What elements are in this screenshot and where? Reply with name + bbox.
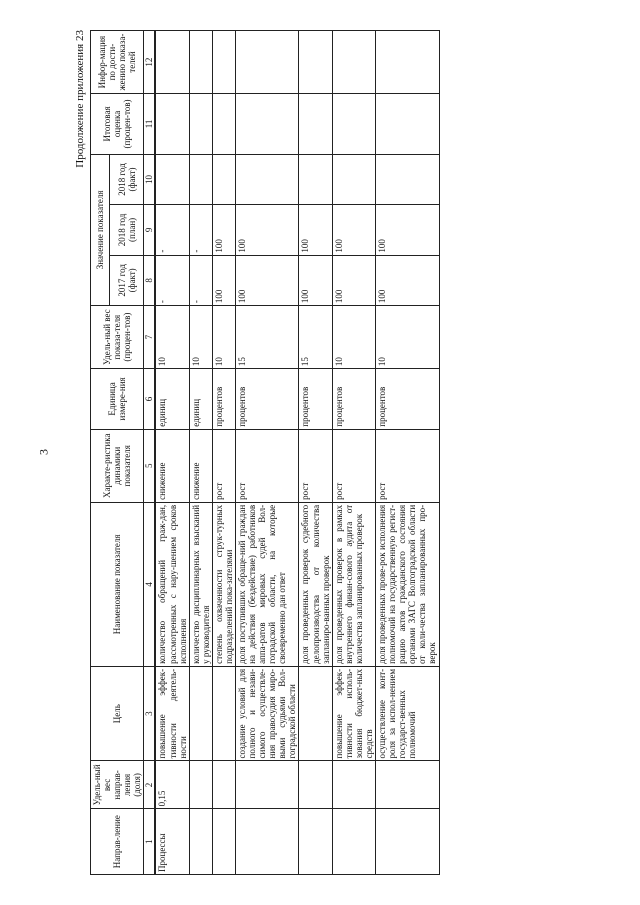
header-indicator-weight: Удель-ный вес показа-теля (процен-тов) (91, 306, 144, 369)
cell-info (155, 31, 189, 94)
table-row (376, 31, 439, 875)
header-info: Инфор-мация по дости-жению показа-телей (91, 31, 144, 94)
cell-info (376, 31, 439, 94)
cell-goal (189, 666, 212, 761)
cell-goal: создание условий для полного и незави-симого осуществле-ния правосудия миро-выми судьями Вол-гоградской области (236, 666, 299, 761)
cell-direction (299, 809, 332, 875)
cell-direction: Процессы (155, 809, 189, 875)
cell-info (236, 31, 299, 94)
cell-unit: процентов (376, 369, 439, 430)
column-number: 9 (144, 205, 156, 255)
column-number: 5 (144, 429, 156, 502)
cell-goal: осуществление конт-роля за испол-нением государст-венных полномочий (376, 666, 439, 761)
cell-dynamics: рост (332, 429, 375, 502)
column-number: 2 (144, 761, 156, 809)
cell-goal (212, 666, 235, 761)
cell-indicator-name: доля проведенных проверок в рамках внутреннего финан-сового аудита от количества запланированных проверок (332, 502, 375, 666)
header-indicator-name: Наименование показателя (91, 502, 144, 666)
cell-indicator-name: доля поступивших обраще-ний граждан на действия (бездействие) работников аппа-ратов мировых судей Вол-гоградской области, на которые своевременно дан ответ (236, 502, 299, 666)
cell-final-score (155, 94, 189, 155)
cell-final-score (299, 94, 332, 155)
cell-2018-fact (332, 154, 375, 204)
cell-dynamics: рост (299, 429, 332, 502)
cell-unit: процентов (236, 369, 299, 430)
cell-direction-weight (236, 761, 299, 809)
cell-direction-weight (332, 761, 375, 809)
cell-goal (299, 666, 332, 761)
cell-2018-plan: 100 (236, 205, 299, 255)
cell-final-score (376, 94, 439, 155)
cell-info (299, 31, 332, 94)
cell-2017-fact: - (155, 255, 189, 305)
cell-direction (236, 809, 299, 875)
header-unit: Единица измере-ния (91, 369, 144, 430)
cell-info (332, 31, 375, 94)
header-dynamics: Характе-ристика динамики показателя (91, 429, 144, 502)
cell-dynamics: снижение (155, 429, 189, 502)
cell-indicator-weight: 10 (212, 306, 235, 369)
cell-2017-fact: - (189, 255, 212, 305)
cell-info (212, 31, 235, 94)
cell-unit: процентов (332, 369, 375, 430)
header-goal: Цель (91, 666, 144, 761)
header-2017-fact: 2017 год (факт) (110, 255, 144, 305)
header-2018-fact: 2018 год (факт) (110, 154, 144, 204)
cell-info (189, 31, 212, 94)
cell-direction (376, 809, 439, 875)
cell-unit: единиц (155, 369, 189, 430)
cell-2018-fact (189, 154, 212, 204)
cell-2018-plan: 100 (332, 205, 375, 255)
column-numbers-row (144, 31, 156, 875)
cell-indicator-weight: 10 (189, 306, 212, 369)
cell-indicator-weight: 10 (155, 306, 189, 369)
cell-direction-weight (212, 761, 235, 809)
cell-2017-fact: 100 (212, 255, 235, 305)
cell-direction-weight (299, 761, 332, 809)
cell-2018-fact (299, 154, 332, 204)
cell-direction-weight (376, 761, 439, 809)
header-final-score: Итоговая оценка (процен-тов) (91, 94, 144, 155)
indicators-table (90, 30, 440, 875)
cell-2018-plan: - (155, 205, 189, 255)
cell-indicator-name: степень охваченности струк-турных подразделений пока-зателями (212, 502, 235, 666)
cell-direction (332, 809, 375, 875)
cell-dynamics: рост (236, 429, 299, 502)
column-number: 7 (144, 306, 156, 369)
column-number: 12 (144, 31, 156, 94)
cell-indicator-weight: 10 (332, 306, 375, 369)
cell-direction-weight (189, 761, 212, 809)
table-row (236, 31, 299, 875)
cell-goal: повышение эффек-тивности исполь-зования бюджет-ных средств (332, 666, 375, 761)
cell-unit: единиц (189, 369, 212, 430)
cell-2017-fact: 100 (332, 255, 375, 305)
cell-indicator-weight: 15 (299, 306, 332, 369)
header-direction-weight: Удель-ный вес направ-ления (доля) (91, 761, 144, 809)
table-row (299, 31, 332, 875)
cell-dynamics: рост (376, 429, 439, 502)
header-values-group: Значение показателя (91, 154, 110, 305)
column-number: 1 (144, 809, 156, 875)
table-row (212, 31, 235, 875)
cell-2018-fact (376, 154, 439, 204)
cell-final-score (236, 94, 299, 155)
cell-goal: повышение эффек-тивности деятель-ности (155, 666, 189, 761)
cell-final-score (332, 94, 375, 155)
cell-2017-fact: 100 (299, 255, 332, 305)
cell-2018-fact (212, 154, 235, 204)
cell-unit: процентов (299, 369, 332, 430)
cell-dynamics: снижение (189, 429, 212, 502)
cell-2017-fact: 100 (376, 255, 439, 305)
cell-2018-plan: 100 (212, 205, 235, 255)
cell-dynamics: рост (212, 429, 235, 502)
cell-2018-plan: 100 (299, 205, 332, 255)
cell-2018-plan: - (189, 205, 212, 255)
cell-unit: процентов (212, 369, 235, 430)
cell-indicator-name: доля проведенных проверок судебного делопроизводства от количества запланиро-ванных проверок (299, 502, 332, 666)
cell-indicator-weight: 10 (376, 306, 439, 369)
cell-2018-plan: 100 (376, 205, 439, 255)
cell-final-score (212, 94, 235, 155)
cell-2018-fact (236, 154, 299, 204)
column-number: 4 (144, 502, 156, 666)
table-row (155, 31, 189, 875)
rotated-table-area (70, 30, 570, 875)
cell-indicator-weight: 15 (236, 306, 299, 369)
cell-indicator-name: количество обращений граж-дан, рассмотренных с нару-шением сроков исполнения (155, 502, 189, 666)
cell-direction-weight: 0,15 (155, 761, 189, 809)
cell-2018-fact (155, 154, 189, 204)
cell-final-score (189, 94, 212, 155)
page-number: 3 (36, 449, 51, 455)
cell-indicator-name: доля проведенных прове-рок исполнения полномочий на государственную регист-рацию актов гражданского состояния органами ЗАГС Волгоградской области от коли-чества запланированных про-верок (376, 502, 439, 666)
header-2018-plan: 2018 год (план) (110, 205, 144, 255)
table-row (189, 31, 212, 875)
column-number: 6 (144, 369, 156, 430)
cell-direction (189, 809, 212, 875)
column-number: 3 (144, 666, 156, 761)
cell-indicator-name: количество дисциплинарных взысканий у руководителя (189, 502, 212, 666)
cell-direction (212, 809, 235, 875)
column-number: 10 (144, 154, 156, 204)
header-direction: Направ-ление (91, 809, 144, 875)
cell-2017-fact: 100 (236, 255, 299, 305)
table-row (332, 31, 375, 875)
column-number: 8 (144, 255, 156, 305)
column-number: 11 (144, 94, 156, 155)
continuation-title: Продолжение приложения 23 (74, 30, 86, 168)
